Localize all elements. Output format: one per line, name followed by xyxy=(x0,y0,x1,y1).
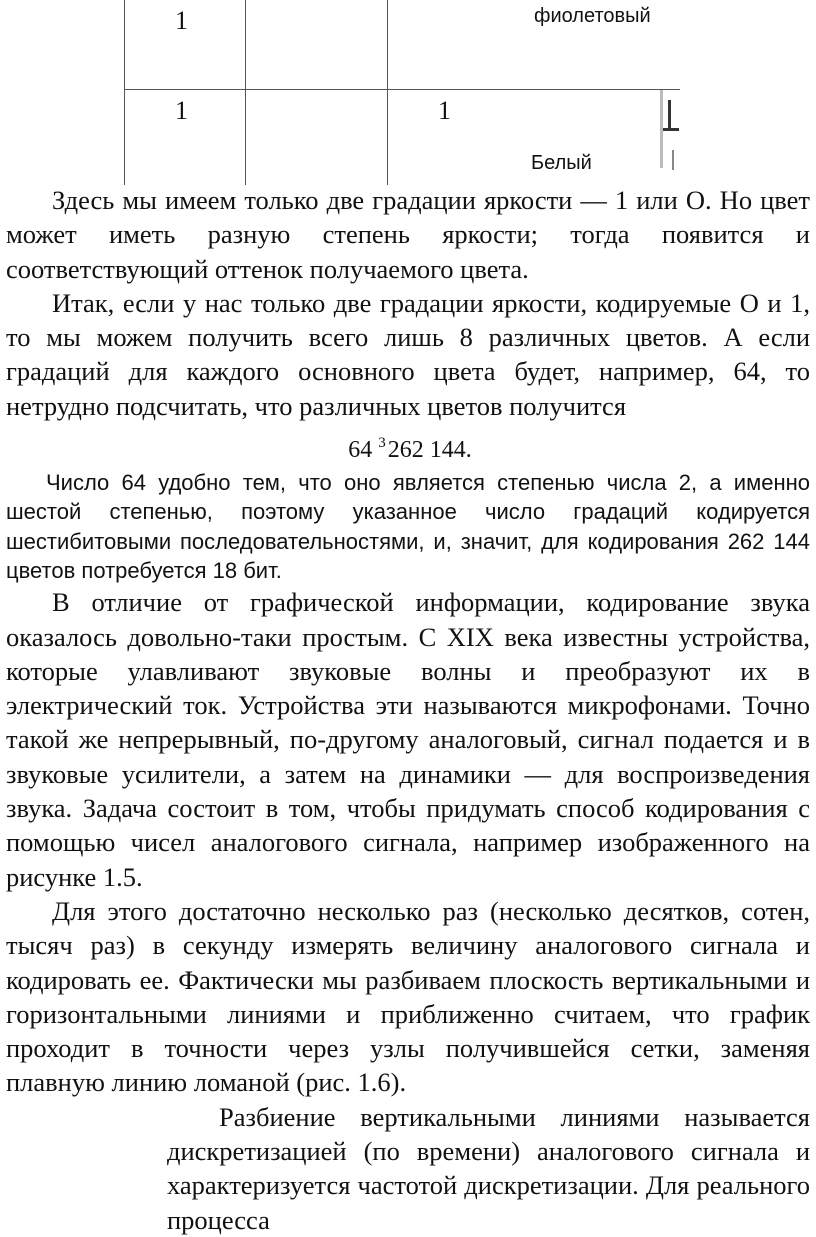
formula xyxy=(0,427,816,466)
formula-result: 262 144. xyxy=(387,437,472,464)
table-border xyxy=(124,89,680,90)
table-cell-r2c1: 1 xyxy=(175,96,188,125)
paragraph-discretization: Разбиение вертикальными линиями называется дискретизацией (по времени) аналогового сигнала и характеризуется частотой дискретизации. Для реального процесса xyxy=(167,1101,810,1235)
color-table-fragment xyxy=(0,0,816,185)
table-border xyxy=(124,0,125,185)
table-border xyxy=(387,0,388,185)
paragraph-brightness: Здесь мы имеем только две градации яркости — 1 или О. Но цвет может иметь разную степень яркости; тогда появится и соответствующий оттенок получаемого цвета. xyxy=(6,185,810,284)
scan-artifact xyxy=(663,128,679,131)
table-cell-r2-color-label: Белый xyxy=(531,152,592,174)
paragraph-colors-count: Итак, если у нас только две градации яркости, кодируемые О и 1, то мы можем получить всего лишь 8 различных цветов. А если градаций для каждого основного цвета будет, например, 64, то нетрудно подсчитать, что различных цветов получится xyxy=(6,287,810,421)
paragraph-sampling: Для этого достаточно несколько раз (несколько десятков, сотен, тысяч раз) в секунду измерять величину аналогового сигнала и кодировать ее. Фактически мы разбиваем плоскость вертикальными и горизонтальными линиями и приближенно считаем, что график проходит в точности через узлы получившейся сетки, заменяя плавную линию ломаной (рис. 1.6). xyxy=(6,895,810,1098)
table-cell-r1-color-label: фиолетовый xyxy=(534,5,651,27)
scan-artifact xyxy=(668,100,671,130)
scan-artifact xyxy=(672,150,674,170)
table-cell-r2c2: 1 xyxy=(438,96,451,125)
formula-exponent: 3 xyxy=(378,435,386,452)
paragraph-number-64: Число 64 удобно тем, что оно является степенью числа 2, а именно шестой степенью, поэтому указанное число градаций кодируется шестибитовыми последовательностями, и, значит, для кодирования 262 144 цветов потребуется 18 бит. xyxy=(6,470,810,583)
paragraph-sound-coding: В отличие от графической информации, кодирование звука оказалось довольно-таки простым. С XIX века известны устройства, которые улавливают звуковые волны и преобразуют их в электрический ток. Устройства эти называются микрофонами. Точно такой же непрерывный, по-другому аналоговый, сигнал подается и в звуковые усилители, а затем на динамики — для воспроизведения звука. Задача состоит в том, чтобы придумать способ кодирования с помощью чисел аналогового сигнала, например изображенного на рисунке 1.5. xyxy=(6,587,810,892)
formula-base: 64 xyxy=(348,437,373,464)
table-cell-r1c1: 1 xyxy=(175,6,188,35)
body-text xyxy=(0,183,816,1237)
table-border xyxy=(245,0,246,185)
